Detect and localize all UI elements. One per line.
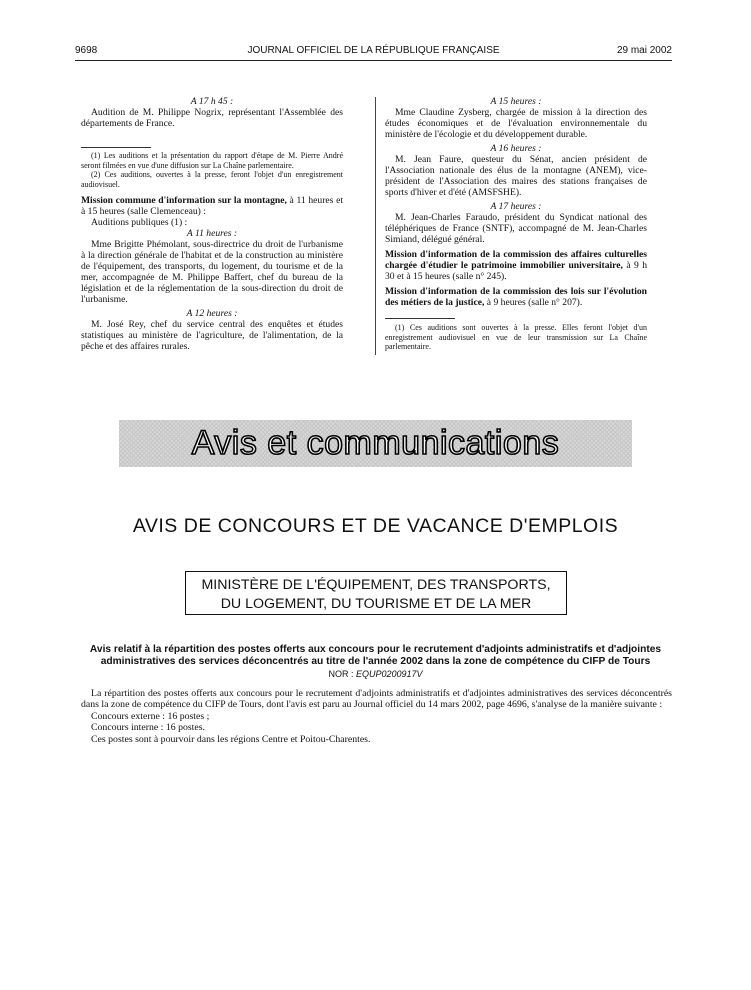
- concours-interne: Concours interne : 16 postes.: [91, 722, 206, 734]
- audition-text: Audition de M. Philippe Nogrix, représentant l'Assemblée des départements de France.: [81, 107, 343, 129]
- mission-heading: Mission d'information de la commission des lois sur l'évolution des métiers de la justice, à 9 heures (salle n° 207).: [385, 286, 647, 308]
- audition-text: M. Jean Faure, questeur du Sénat, ancien président de l'Association nationale des élus de la montagne (ANEM), vice-président de l'Association des maires des stations françaises de sports d'hiver et d'été (AMSFSHE).: [385, 154, 647, 198]
- mission-heading: Mission commune d'information sur la montagne, à 11 heures et à 15 heures (salle Clemenceau) :: [81, 195, 343, 217]
- page-header: [75, 45, 672, 61]
- time-heading: A 17 heures :: [490, 201, 542, 212]
- avis-title: Avis relatif à la répartition des postes offerts aux concours pour le recrutement d'adjoints administratifs et d'adjointes administratives des services déconcentrés au titre de l'année 2002 dans la zone de compétence du CIFP de Tours: [89, 644, 662, 667]
- time-heading: A 15 heures :: [490, 96, 542, 107]
- time-heading: A 12 heures :: [186, 308, 238, 319]
- ministry-line: DU LOGEMENT, DU TOURISME ET DE LA MER: [220, 595, 532, 612]
- footnote: (2) Ces auditions, ouvertes à la presse, feront l'objet d'un enregistrement audiovisuel.: [81, 170, 343, 189]
- nor-label: NOR :: [328, 669, 354, 679]
- issue-date: 29 mai 2002: [616, 45, 672, 56]
- time-heading: A 17 h 45 :: [190, 96, 234, 107]
- right-column: [385, 96, 647, 352]
- section-title: AVIS DE CONCOURS ET DE VACANCE D'EMPLOIS: [132, 515, 619, 537]
- page-number: 9698: [75, 45, 98, 56]
- header-rule: [75, 60, 672, 61]
- audition-text: Mme Claudine Zysberg, chargée de mission à la direction des études économiques et de l'évaluation environnementale du ministère de l'écologie et du développement durable.: [385, 107, 647, 140]
- nor-reference: [75, 669, 676, 679]
- paragraph: La répartition des postes offerts aux concours pour le recrutement d'adjoints administratifs et d'adjointes administratives des services déconcentrés dans la zone de compétence du CIFP de Tours, dont l'avis est paru au Journal officiel du 14 mars 2002, page 4696, s'analyse de la manière suivante :: [81, 688, 672, 711]
- ministry-box: [185, 571, 567, 615]
- audition-text: M. Jean-Charles Faraudo, président du Syndicat national des téléphériques de France (SNTF), accompagné de M. Jean-Charles Simiand, délégué général.: [385, 212, 647, 245]
- ministry-line: MINISTÈRE DE L'ÉQUIPEMENT, DES TRANSPORTS,: [201, 577, 551, 593]
- footnote: (1) Ces auditions sont ouvertes à la presse. Elles feront l'objet d'un enregistrement audiovisuel en vue de leur transmission sur La Chaîne parlementaire.: [385, 323, 647, 351]
- banner-title: Avis et communications: [191, 424, 560, 462]
- paragraph: Ces postes sont à pourvoir dans les régions Centre et Poitou-Charentes.: [91, 733, 371, 745]
- time-heading: A 16 heures :: [490, 143, 542, 154]
- nor-value: EQUP0200917V: [355, 669, 423, 679]
- avis-body: [81, 688, 672, 745]
- section-banner: [119, 420, 632, 467]
- column-divider: [375, 97, 376, 355]
- audition-text: Mme Brigitte Phémolant, sous-directrice du droit de l'urbanisme à la direction générale de l'habitat et de la construction au ministère de l'équipement, des transports, du logement, du tourisme et de la mer, accompagnée de M. Philippe Baffert, chef du bureau de la législation et de la réglementation de la sous-direction du droit de l'urbanisme.: [81, 239, 343, 305]
- journal-title: JOURNAL OFFICIEL DE LA RÉPUBLIQUE FRANÇAISE: [247, 45, 500, 56]
- left-column: [81, 96, 343, 352]
- footnote: (1) Les auditions et la présentation du rapport d'étape de M. Pierre André seront filmées en vue d'une diffusion sur La Chaîne parlementaire.: [81, 151, 343, 170]
- concours-externe: Concours externe : 16 postes ;: [91, 710, 210, 722]
- mission-heading: Mission d'information de la commission des affaires culturelles chargée d'étudier le patrimoine immobilier universitaire, à 9 h 30 et à 15 heures (salle n° 245).: [385, 249, 647, 282]
- auditions-publiques: Auditions publiques (1) :: [91, 217, 188, 228]
- time-heading: A 11 heures :: [186, 228, 238, 239]
- audition-text: M. José Rey, chef du service central des enquêtes et études statistiques au ministère de l'agriculture, de l'alimentation, de la pêche et des affaires rurales.: [81, 319, 343, 352]
